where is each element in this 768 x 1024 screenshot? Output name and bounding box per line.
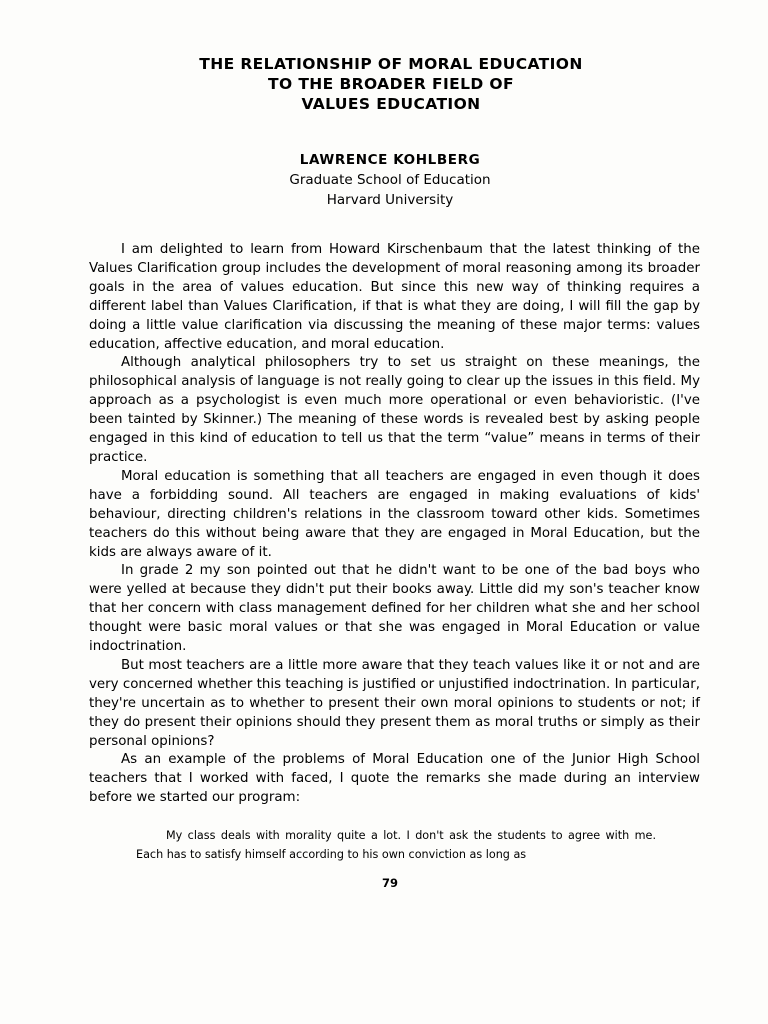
body-paragraph: But most teachers are a little more aware that they teach values like it or not and are very concerned whether this teaching is justified or unjustified indoctrination. In particular, they're uncertain as to whether to present their own moral opinions to students or not; if they do present their opinions should they present them as moral truths or simply as their personal opinions? <box>89 657 700 749</box>
block-quote <box>136 826 656 864</box>
title-line: TO THE BROADER FIELD OF <box>267 75 514 93</box>
author-byline <box>0 150 768 210</box>
body-paragraph: As an example of the problems of Moral Education one of the Junior High School teachers that I worked with faced, I quote the remarks she made during an interview before we started our program: <box>89 752 700 806</box>
article-body <box>89 241 700 808</box>
author-institution: Harvard University <box>326 192 454 208</box>
article-title <box>0 54 768 114</box>
page-number: 79 <box>381 876 398 890</box>
author-name: LAWRENCE KOHLBERG <box>299 152 481 168</box>
quote-text: My class deals with morality quite a lot. I don't ask the students to agree with me. Each has to satisfy himself according to his own conviction as long as <box>136 829 656 861</box>
title-line: THE RELATIONSHIP OF MORAL EDUCATION <box>199 55 583 73</box>
author-affiliation: Graduate School of Education <box>289 172 491 188</box>
body-paragraph: I am delighted to learn from Howard Kirschenbaum that the latest thinking of the Values Clarification group includes the development of moral reasoning among its broader goals in the area of values education. But since this new way of thinking requires a different label than Values Clarification, if that is what they are doing, I will fill the gap by doing a little value clarification via discussing the meaning of these major terms: values education, affective education, and moral education. <box>89 242 700 352</box>
body-paragraph: In grade 2 my son pointed out that he didn't want to be one of the bad boys who were yelled at because they didn't put their books away. Little did my son's teacher know that her concern with class management defined for her children what she and her school thought were basic moral values or that she was engaged in Moral Education or value indoctrination. <box>89 563 700 655</box>
body-paragraph: Although analytical philosophers try to set us straight on these meanings, the philosophical analysis of language is not really going to clear up the issues in this field. My approach as a psychologist is even much more operational or even behavioristic. (I've been tainted by Skinner.) The meaning of these words is revealed best by asking people engaged in this kind of education to tell us that the term “value” means in terms of their practice. <box>89 355 700 465</box>
body-paragraph: Moral education is something that all teachers are engaged in even though it does have a forbidding sound. All teachers are engaged in making evaluations of kids' behaviour, directing children's relations in the classroom toward other kids. Sometimes teachers do this without being aware that they are engaged in Moral Education, but the kids are always aware of it. <box>89 468 700 560</box>
title-line: VALUES EDUCATION <box>301 95 481 113</box>
